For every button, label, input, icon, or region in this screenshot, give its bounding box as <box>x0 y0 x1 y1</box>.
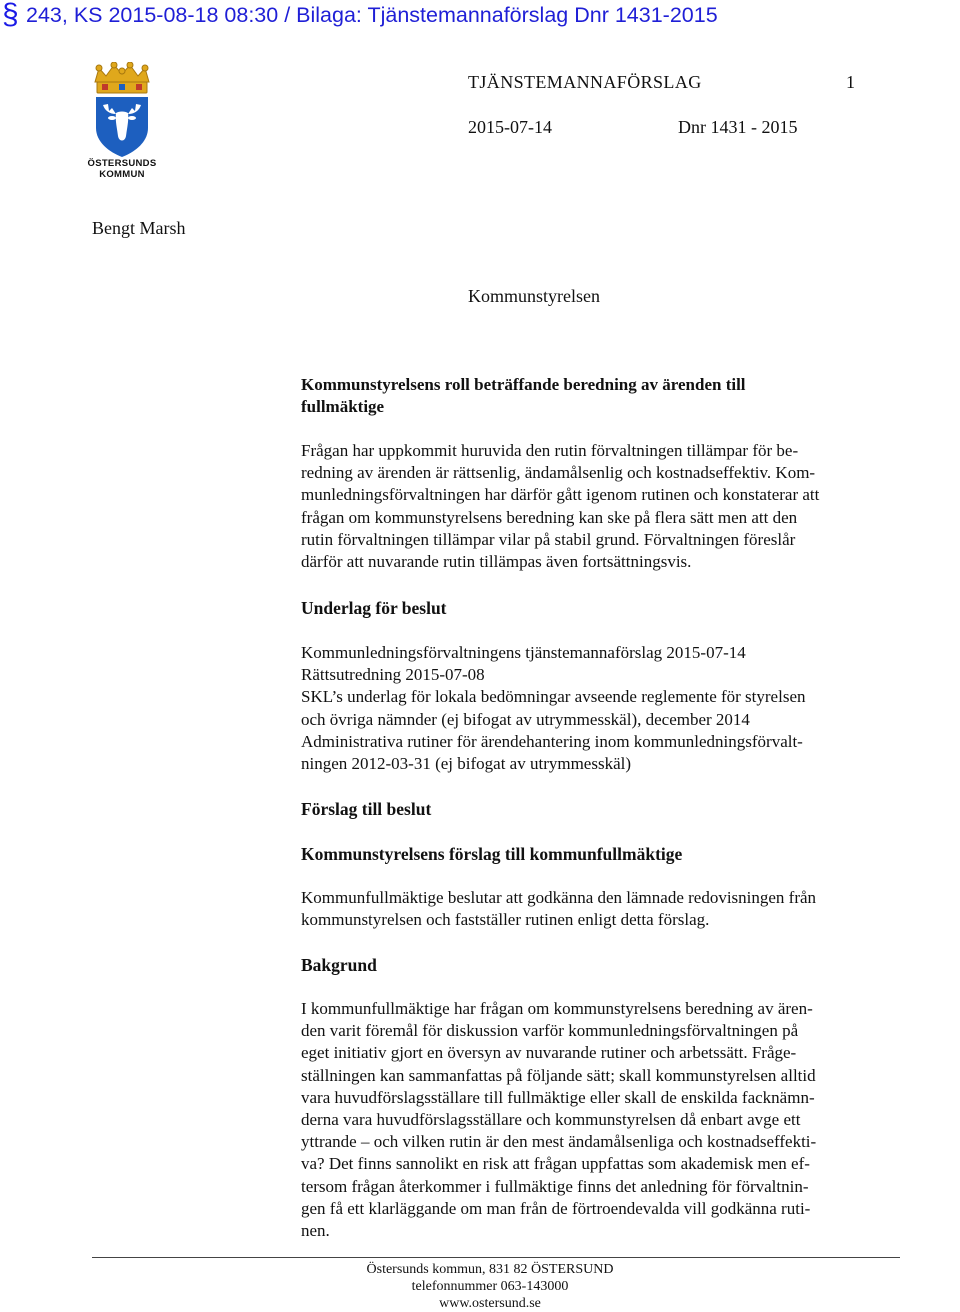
underlag-item: och övriga nämnder (ej bifogat av utrymmesskäl), december 2014 <box>301 709 750 729</box>
title-line: Kommunstyrelsens roll beträffande beredning av ärenden till <box>301 375 746 394</box>
underlag-item: Rättsutredning 2015-07-08 <box>301 665 485 685</box>
summary-paragraph <box>301 440 901 573</box>
paragraph-line: den varit föremål för diskussion varför kommunledningsförvaltningen på <box>301 1021 799 1041</box>
footer-phone: telefonnummer 063-143000 <box>411 1279 569 1294</box>
forslag-paragraph <box>301 887 901 931</box>
paragraph-line: va? Det finns sannolikt en risk att frågan uppfattas som akademisk men ef- <box>301 1154 810 1174</box>
underlag-list <box>301 642 901 775</box>
logo-text-line1: ÖSTERSUNDS <box>87 158 157 169</box>
section-heading-bakgrund: Bakgrund <box>301 955 377 975</box>
paragraph-line: rutin förvaltningen tillämpar vilar på stabil grund. Förvaltningen föreslår <box>301 529 796 549</box>
footer-website[interactable]: www.ostersund.se <box>439 1296 541 1311</box>
paragraph-line: eget initiativ gjort en översyn av nuvarande rutiner och arbetssätt. Fråge- <box>301 1043 797 1063</box>
paragraph-line: redning av ärenden är rättsenlig, ändamålsenlig och kostnadseffektiv. Kom- <box>301 463 816 483</box>
footer-divider <box>92 1257 900 1258</box>
paragraph-line: yttrande – och vilken rutin är den mest ändamålsenliga och kostnadseffekti- <box>301 1132 817 1152</box>
author-name: Bengt Marsh <box>92 218 186 238</box>
paragraph-line: vara huvudförslagsställare till fullmäktige eller skall de enskilda facknämn- <box>301 1087 815 1107</box>
paragraph-line: I kommunfullmäktige har frågan om kommunstyrelsens beredning av ären- <box>301 999 813 1018</box>
paragraph-line: kommunstyrelsen och fastställer rutinen enligt detta förslag. <box>301 910 710 930</box>
paragraph-line: Kommunfullmäktige beslutar att godkänna den lämnade redovisningen från <box>301 888 817 907</box>
paragraph-line: tersom frågan återkommer i fullmäktige finns det anledning för förvaltnin- <box>301 1176 809 1196</box>
paragraph-line: munledningsförvaltningen har därför gått igenom rutinen och konstaterar att <box>301 485 820 505</box>
document-type: TJÄNSTEMANNAFÖRSLAG <box>468 72 702 92</box>
paragraph-line: därför att nuvarande rutin tillämpas även fortsättningsvis. <box>301 552 692 572</box>
section-heading-forslag: Förslag till beslut <box>301 799 432 819</box>
bakgrund-paragraph <box>301 998 901 1242</box>
recipient: Kommunstyrelsen <box>468 286 600 306</box>
subheading-forslag: Kommunstyrelsens förslag till kommunfullmäktige <box>301 844 683 864</box>
coat-of-arms-icon <box>90 62 154 158</box>
title-line: fullmäktige <box>301 397 385 417</box>
underlag-item: Kommunledningsförvaltningens tjänstemannaförslag 2015-07-14 <box>301 643 746 662</box>
header-title: 243, KS 2015-08-18 08:30 / Bilaga: Tjänstemannaförslag Dnr 1431-2015 <box>26 3 718 27</box>
underlag-item: ningen 2012-03-31 (ej bifogat av utrymmesskäl) <box>301 754 632 774</box>
paragraph-line: gen få ett klarläggande om man från de förtroendevalda vill godkänna ruti- <box>301 1198 811 1218</box>
paragraph-line: derna vara huvudförslagsställare och kommunstyrelsen då enbart avge ett <box>301 1110 801 1130</box>
document-header <box>0 0 960 36</box>
paragraph-line: nen. <box>301 1221 330 1241</box>
section-heading-underlag: Underlag för beslut <box>301 598 447 618</box>
paragraph-line: Frågan har uppkommit huruvida den rutin förvaltningen tillämpar för be- <box>301 441 799 460</box>
document-date: 2015-07-14 <box>468 117 552 137</box>
diary-number: Dnr 1431 - 2015 <box>678 117 798 137</box>
underlag-item: SKL’s underlag för lokala bedömningar avseende reglemente för styrelsen <box>301 687 806 707</box>
underlag-item: Administrativa rutiner för ärendehantering inom kommunledningsförvalt- <box>301 731 803 751</box>
paragraph-line: ställningen kan sammanfattas på följande sätt; skall kommunstyrelsen alltid <box>301 1065 816 1085</box>
logo-text-line2: KOMMUN <box>99 169 145 180</box>
page-number: 1 <box>846 72 855 92</box>
paragraph-line: frågan om kommunstyrelsens beredning kan ske på flera sätt men att den <box>301 507 798 527</box>
section-symbol: § <box>2 0 19 31</box>
document-title <box>301 374 901 418</box>
footer-address: Östersunds kommun, 831 82 ÖSTERSUND <box>366 1262 614 1277</box>
